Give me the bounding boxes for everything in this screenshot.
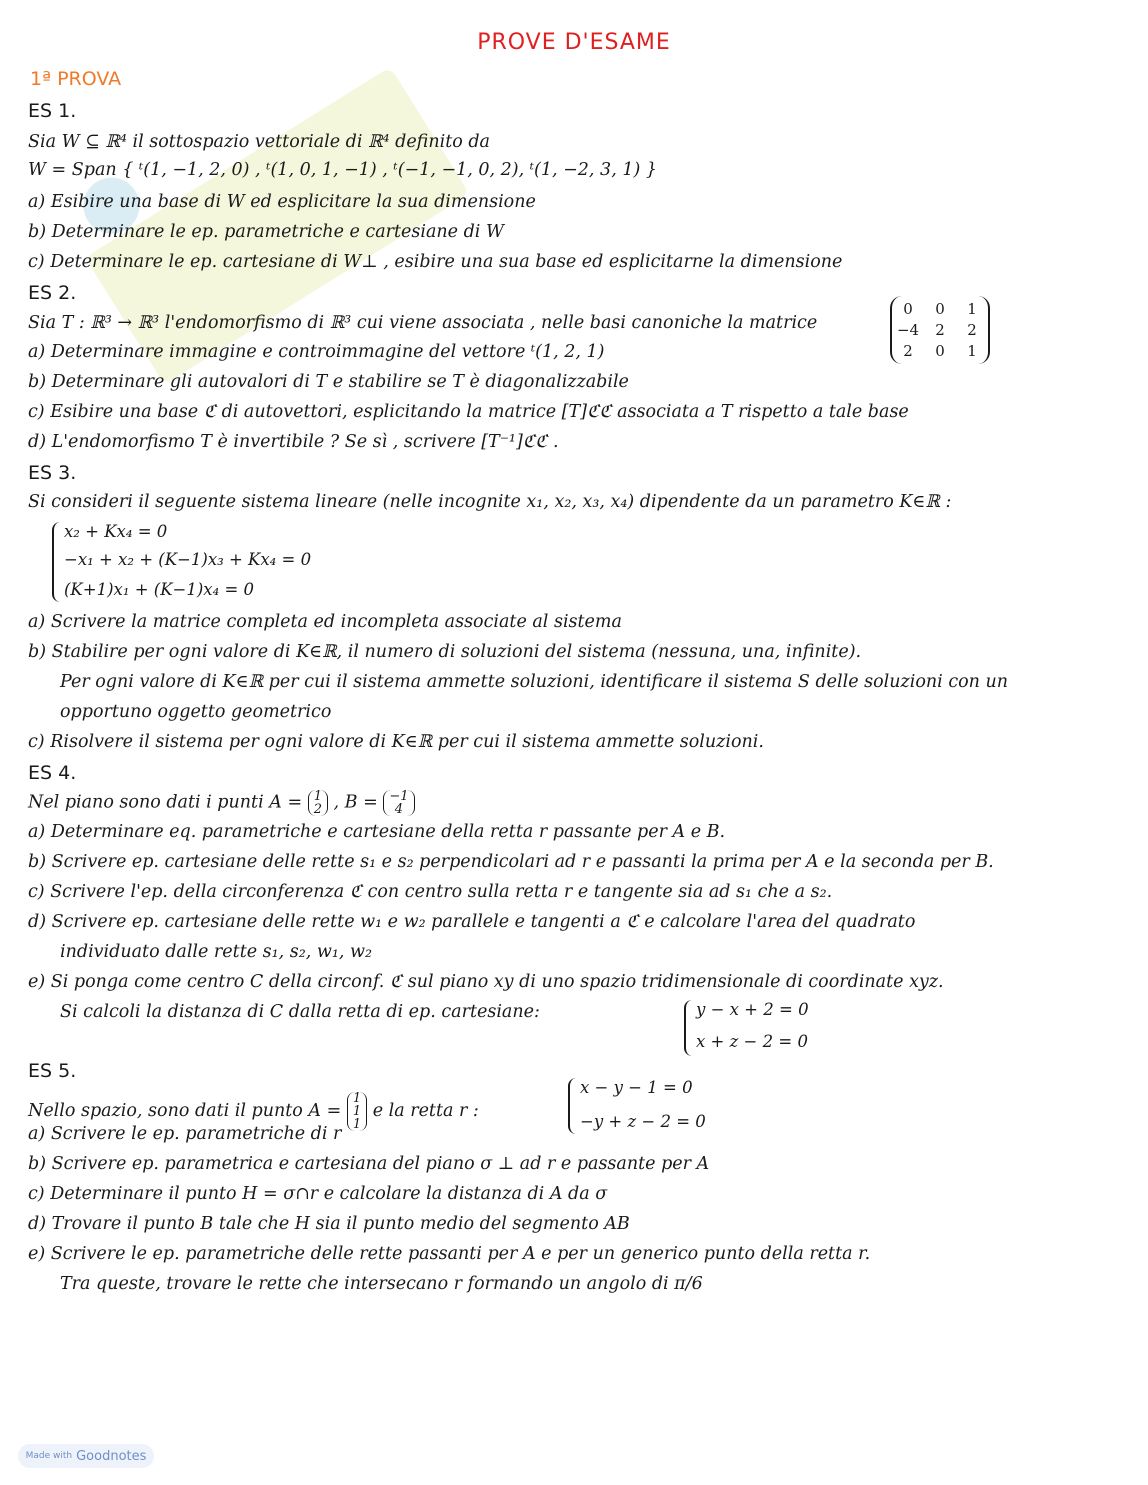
- page-title: PROVE D'ESAME: [477, 30, 671, 55]
- exercise-5-heading: ES 5.: [28, 1060, 77, 1082]
- badge-small-text: Made with: [25, 1451, 73, 1461]
- vector-a: 1 2: [308, 790, 328, 816]
- text-line: b) Stabilire per ogni valore di K∈ℝ, il numero di soluzioni del sistema (nessuna, una, infinite).: [28, 642, 862, 662]
- text-line: c) Determinare il punto H = σ∩r e calcolare la distanza di A da σ: [28, 1184, 608, 1204]
- text-line: Tra queste, trovare le rette che intersecano r formando un angolo di π/6: [60, 1274, 703, 1294]
- matrix-cell: 1: [967, 342, 977, 361]
- exercise-4-heading: ES 4.: [28, 762, 77, 784]
- text-line: c) Risolvere il sistema per ogni valore di K∈ℝ per cui il sistema ammette soluzioni.: [28, 732, 764, 752]
- text-line: a) Esibire una base di W ed esplicitare la sua dimensione: [28, 192, 536, 212]
- text-line: c) Scrivere l'ep. della circonferenza ℭ con centro sulla retta r e tangente sia ad s₁ che a s₂.: [28, 882, 833, 902]
- matrix: [890, 296, 990, 364]
- text-line: opportuno oggetto geometrico: [60, 702, 332, 722]
- equation: x − y − 1 = 0: [580, 1078, 693, 1097]
- matrix-cell: 0: [903, 299, 913, 318]
- vector-a: 1 1 1: [347, 1092, 367, 1131]
- prova-heading: 1ª PROVA: [30, 68, 122, 90]
- system-brace: [684, 1000, 694, 1056]
- matrix-cell: 0: [935, 342, 945, 361]
- equation: x + z − 2 = 0: [696, 1032, 808, 1051]
- text-line: a) Scrivere la matrice completa ed incompleta associate al sistema: [28, 612, 622, 632]
- exercise-3-heading: ES 3.: [28, 462, 77, 484]
- system-brace: [52, 522, 62, 602]
- text-line: a) Determinare immagine e controimmagine del vettore ᵗ(1, 2, 1): [28, 342, 605, 362]
- vector-b: −1 4: [383, 790, 414, 816]
- text-line: W = Span { ᵗ(1, −1, 2, 0) , ᵗ(1, 0, 1, −1) , ᵗ(−1, −1, 0, 2), ᵗ(1, −2, 3, 1) }: [28, 160, 657, 180]
- text-fragment: Nel piano sono dati i punti A =: [28, 792, 303, 813]
- matrix-cell: 1: [967, 299, 977, 318]
- matrix-cell: 2: [967, 320, 977, 339]
- text-fragment: e la retta r :: [372, 1101, 479, 1121]
- text-line: c) Determinare le ep. cartesiane di W⊥ , esibire una sua base ed esplicitarne la dimensione: [28, 252, 843, 272]
- equation: −y + z − 2 = 0: [580, 1112, 706, 1131]
- matrix-cell: 0: [935, 299, 945, 318]
- matrix-cell: 2: [903, 342, 913, 361]
- text-line: b) Determinare gli autovalori di T e stabilire se T è diagonalizzabile: [28, 372, 629, 392]
- equation: x₂ + Kx₄ = 0: [64, 522, 168, 541]
- points-line: [28, 790, 415, 816]
- badge-brand-text: Goodnotes: [76, 1448, 147, 1464]
- text-fragment: , B =: [333, 792, 378, 813]
- text-line: Per ogni valore di K∈ℝ per cui il sistema ammette soluzioni, identificare il sistema S delle soluzioni con un: [60, 672, 1009, 692]
- exercise-2-heading: ES 2.: [28, 282, 77, 304]
- text-line: Sia T : ℝ³ → ℝ³ l'endomorfismo di ℝ³ cui viene associata , nelle basi canoniche la matrice: [28, 313, 818, 333]
- matrix-cell: −4: [896, 320, 920, 339]
- text-line: d) L'endomorfismo T è invertibile ? Se sì , scrivere [T⁻¹]ℭℭ .: [28, 432, 559, 452]
- text-line: a) Determinare eq. parametriche e cartesiane della retta r passante per A e B.: [28, 822, 726, 842]
- text-line: d) Trovare il punto B tale che H sia il punto medio del segmento AB: [28, 1214, 630, 1234]
- matrix-cell: 2: [935, 320, 945, 339]
- text-fragment: Nello spazio, sono dati il punto A =: [28, 1101, 342, 1121]
- text-line: Si calcoli la distanza di C dalla retta di ep. cartesiane:: [60, 1002, 540, 1022]
- text-line: b) Scrivere ep. parametrica e cartesiana del piano σ ⊥ ad r e passante per A: [28, 1154, 710, 1174]
- equation: y − x + 2 = 0: [696, 1000, 809, 1019]
- text-line: e) Si ponga come centro C della circonf. ℭ sul piano xy di uno spazio tridimensionale di coordinate xyz.: [28, 972, 944, 992]
- text-line: b) Determinare le ep. parametriche e cartesiane di W: [28, 222, 504, 242]
- exercise-1-heading: ES 1.: [28, 100, 77, 122]
- text-line: Si consideri il seguente sistema lineare (nelle incognite x₁, x₂, x₃, x₄) dipendente da un parametro K∈ℝ :: [28, 492, 952, 512]
- text-line: Sia W ⊆ ℝ⁴ il sottospazio vettoriale di ℝ⁴ definito da: [28, 132, 490, 152]
- text-line: e) Scrivere le ep. parametriche delle rette passanti per A e per un generico punto della retta r.: [28, 1244, 871, 1264]
- text-line: d) Scrivere ep. cartesiane delle rette w₁ e w₂ parallele e tangenti a ℭ e calcolare l'area del quadrato: [28, 912, 916, 932]
- system-brace: [568, 1078, 578, 1134]
- text-line: individuato dalle rette s₁, s₂, w₁, w₂: [60, 942, 373, 962]
- text-line: c) Esibire una base ℭ di autovettori, esplicitando la matrice [T]ℭℭ associata a T rispetto a tale base: [28, 402, 909, 422]
- equation: (K+1)x₁ + (K−1)x₄ = 0: [64, 580, 255, 599]
- text-line: b) Scrivere ep. cartesiane delle rette s₁ e s₂ perpendicolari ad r e passanti la prima per A e la seconda per B.: [28, 852, 994, 872]
- equation: −x₁ + x₂ + (K−1)x₃ + Kx₄ = 0: [64, 550, 312, 569]
- made-with-badge: [18, 1444, 154, 1468]
- text-line: a) Scrivere le ep. parametriche di r: [28, 1124, 342, 1144]
